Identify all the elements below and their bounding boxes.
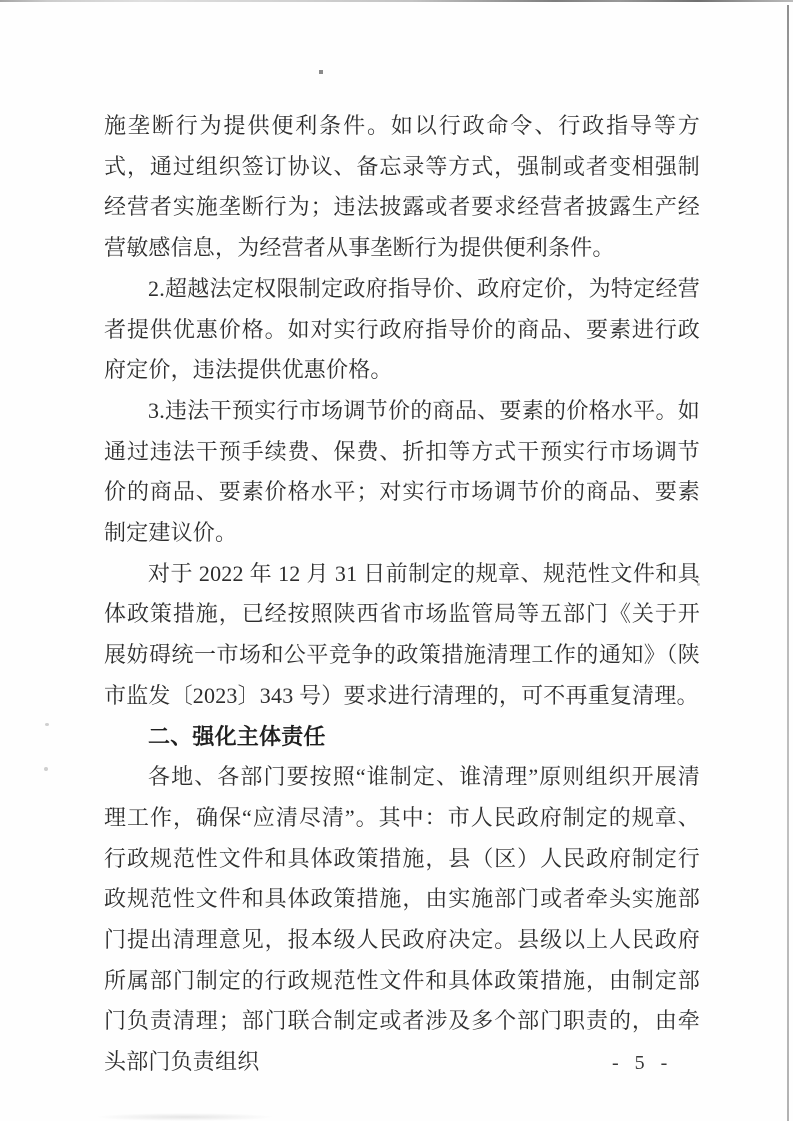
scan-artifact-smudge bbox=[95, 1113, 275, 1121]
paragraph-item-2: 2.超越法定权限制定政府指导价、政府定价，为特定经营者提供优惠价格。如对实行政府指导价的商品、要素进行政府定价，违法提供优惠价格。 bbox=[104, 275, 700, 383]
paragraph-cleanup-note: 对于 2022 年 12 月 31 日前制定的规章、规范性文件和具体政策措施，已经按照陕西省市场监管局等五部门《关于开展妨碍统一市场和公平竞争的政策措施清理工作的通知》（陕市监发〔2023〕343 号）要求进行清理的，可不再重复清理。 bbox=[104, 560, 700, 708]
scan-artifact-speck bbox=[44, 767, 48, 771]
scan-artifact-speck bbox=[45, 723, 49, 726]
scan-artifact-speck bbox=[319, 70, 323, 74]
paragraph-responsibility: 各地、各部门要按照“谁制定、谁清理”原则组织开展清理工作，确保“应清尽清”。其中：市人民政府制定的规章、行政规范性文件和具体政策措施，县（区）人民政府制定行政规范性文件和具体政策措施，由实施部门或者牵头实施部门提出清理意见，报本级人民政府决定。县级以上人民政府所属部门制定的行政规范性文件和具体政策措施，由制定部门负责清理；部门联合制定或者涉及多个部门职责的，由牵头部门负责组织 bbox=[104, 764, 700, 1075]
section-heading: 二、强化主体责任 bbox=[148, 723, 326, 749]
document-body bbox=[104, 106, 700, 1083]
page-number: - 5 - bbox=[612, 1052, 669, 1074]
paragraph-continuation: 施垄断行为提供便利条件。如以行政命令、行政指导等方式，通过组织签订协议、备忘录等方式，强制或者变相强制经营者实施垄断行为；违法披露或者要求经营者披露生产经营敏感信息，为经营者从事垄断行为提供便利条件。 bbox=[104, 113, 700, 261]
scan-artifact-right-edge-line bbox=[787, 5, 789, 1121]
scan-artifact-top-edge-line bbox=[0, 0, 793, 2]
paragraph-item-3: 3.违法干预实行市场调节价的商品、要素的价格水平。如通过违法干预手续费、保费、折扣等方式干预实行市场调节价的商品、要素价格水平；对实行市场调节价的商品、要素制定建议价。 bbox=[104, 397, 700, 546]
